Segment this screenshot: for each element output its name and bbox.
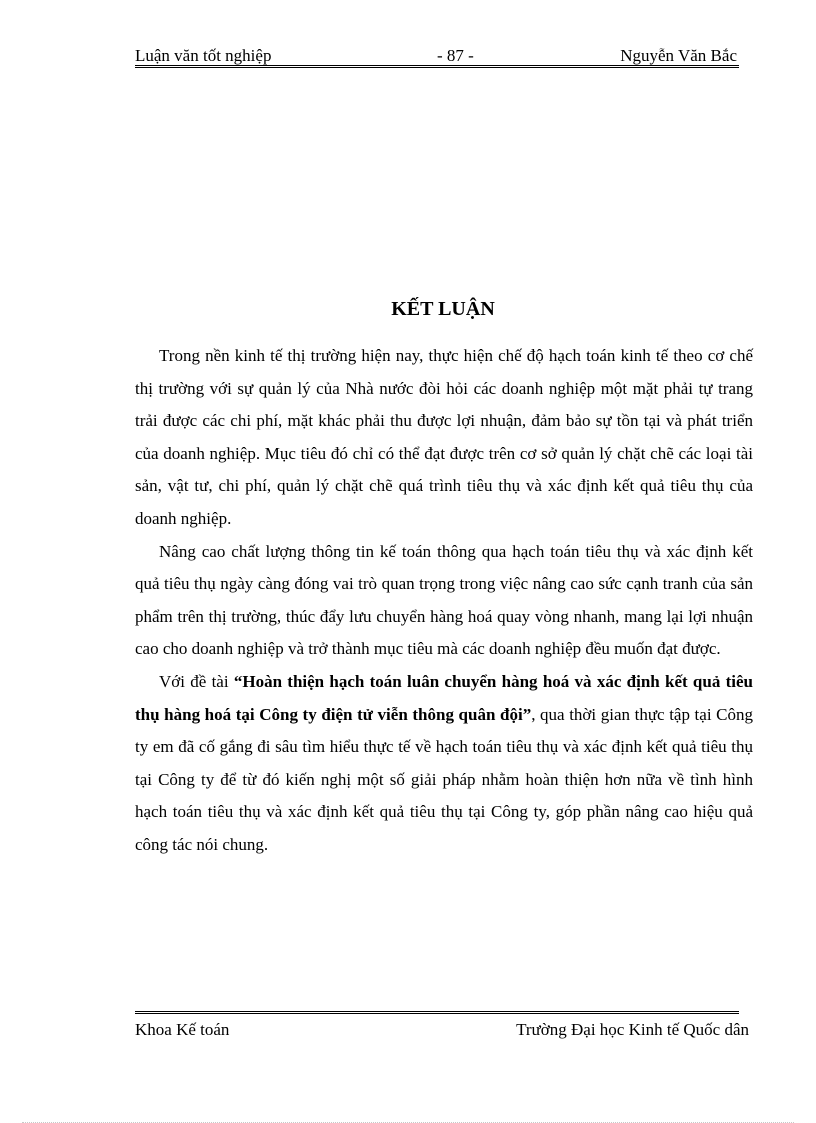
paragraph-3 — [135, 666, 753, 862]
footer-rule — [135, 1011, 739, 1014]
section-title: KẾT LUẬN — [391, 298, 495, 320]
paragraph-3-rest: , qua thời gian thực tập tại Công ty em đã cố gắng đi sâu tìm hiểu thực tế về hạch toán tiêu thụ và xác định kết quả tiêu thụ tại Công ty để từ đó kiến nghị một số giải pháp nhằm hoàn thiện hơn nữa về tình hình hạch toán tiêu thụ và xác định kết quả tiêu thụ tại Công ty, góp phần nâng cao hiệu quả công tác nói chung. — [135, 704, 753, 854]
page-footer — [135, 1018, 749, 1042]
paragraph-1: Trong nền kinh tế thị trường hiện nay, thực hiện chế độ hạch toán kinh tế theo cơ chế thị trường với sự quản lý của Nhà nước đòi hỏi các doanh nghiệp một mặt phải tự trang trải được các chi phí, mặt khác phải thu được lợi nhuận, đảm bảo sự tồn tại và phát triển của doanh nghiệp. Mục tiêu đó chỉ có thể đạt được trên cơ sở quản lý chặt chẽ các loại tài sản, vật tư, chi phí, quản lý chặt chẽ quá trình tiêu thụ và xác định kết quả tiêu thụ của doanh nghiệp. — [135, 346, 753, 528]
header-author: Nguyễn Văn Bắc — [620, 46, 737, 65]
header-rule — [135, 65, 739, 68]
conclusion-body — [135, 340, 753, 862]
paragraph-3-intro: Với đề tài — [159, 671, 234, 691]
footer-faculty: Khoa Kế toán — [135, 1020, 230, 1039]
page-header — [135, 44, 737, 66]
thesis-topic-title: “Hoàn thiện hạch toán luân chuyển hàng hoá và xác định kết quả tiêu thụ hàng hoá tại Công ty điện tử viễn thông quân đội” — [135, 671, 753, 724]
header-thesis-label: Luận văn tốt nghiệp — [135, 46, 272, 65]
page-number: - 87 - — [437, 46, 474, 65]
paragraph-2: Nâng cao chất lượng thông tin kế toán thông qua hạch toán tiêu thụ và xác định kết quả tiêu thụ ngày càng đóng vai trò quan trọng trong việc nâng cao sức cạnh tranh của sản phẩm trên thị trường, thúc đẩy lưu chuyển hàng hoá quay vòng nhanh, mang lại lợi nhuận cao cho doanh nghiệp và trở thành mục tiêu mà các doanh nghiệp đều muốn đạt được. — [135, 541, 753, 659]
footer-university: Trường Đại học Kinh tế Quốc dân — [516, 1020, 749, 1039]
